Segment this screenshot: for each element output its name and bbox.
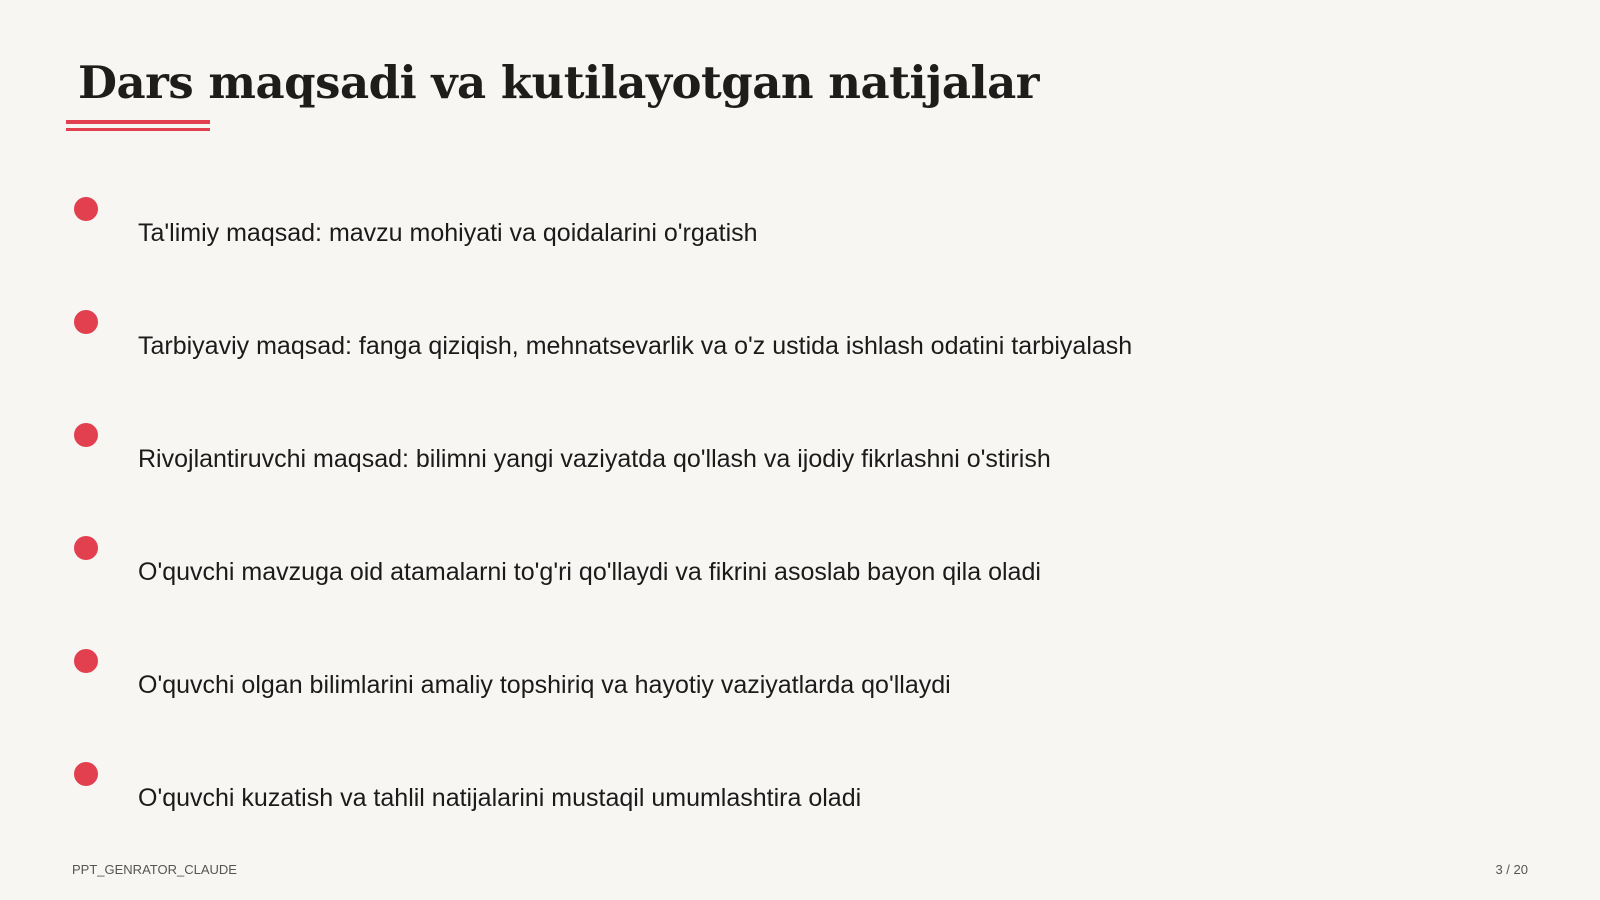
list-item xyxy=(0,536,1600,596)
bullet-dot-icon xyxy=(74,423,98,447)
bullet-dot-icon xyxy=(74,649,98,673)
bullet-text: Rivojlantiruvchi maqsad: bilimni yangi vaziyatda qo'llash va ijodiy fikrlashni o'stirish xyxy=(138,445,1051,473)
list-item xyxy=(0,423,1600,483)
list-item xyxy=(0,310,1600,370)
footer-brand: PPT_GENRATOR_CLAUDE xyxy=(72,862,237,877)
bullet-text: Ta'limiy maqsad: mavzu mohiyati va qoidalarini o'rgatish xyxy=(138,219,758,247)
bullet-text: Tarbiyaviy maqsad: fanga qiziqish, mehnatsevarlik va o'z ustida ishlash odatini tarbiyalash xyxy=(138,332,1133,360)
slide-title: Dars maqsadi va kutilayotgan natijalar xyxy=(78,56,1039,109)
bullet-text: O'quvchi mavzuga oid atamalarni to'g'ri qo'llaydi va fikrini asoslab bayon qila oladi xyxy=(138,558,1041,586)
list-item xyxy=(0,197,1600,257)
bullet-text: O'quvchi kuzatish va tahlil natijalarini mustaqil umumlashtira oladi xyxy=(138,784,862,812)
bullet-dot-icon xyxy=(74,762,98,786)
list-item xyxy=(0,762,1600,822)
bullet-dot-icon xyxy=(74,536,98,560)
list-item xyxy=(0,649,1600,709)
page-indicator: 3 / 20 xyxy=(1495,862,1528,877)
bullet-text: O'quvchi olgan bilimlarini amaliy topshiriq va hayotiy vaziyatlarda qo'llaydi xyxy=(138,671,951,699)
bullet-dot-icon xyxy=(74,310,98,334)
bullet-dot-icon xyxy=(74,197,98,221)
